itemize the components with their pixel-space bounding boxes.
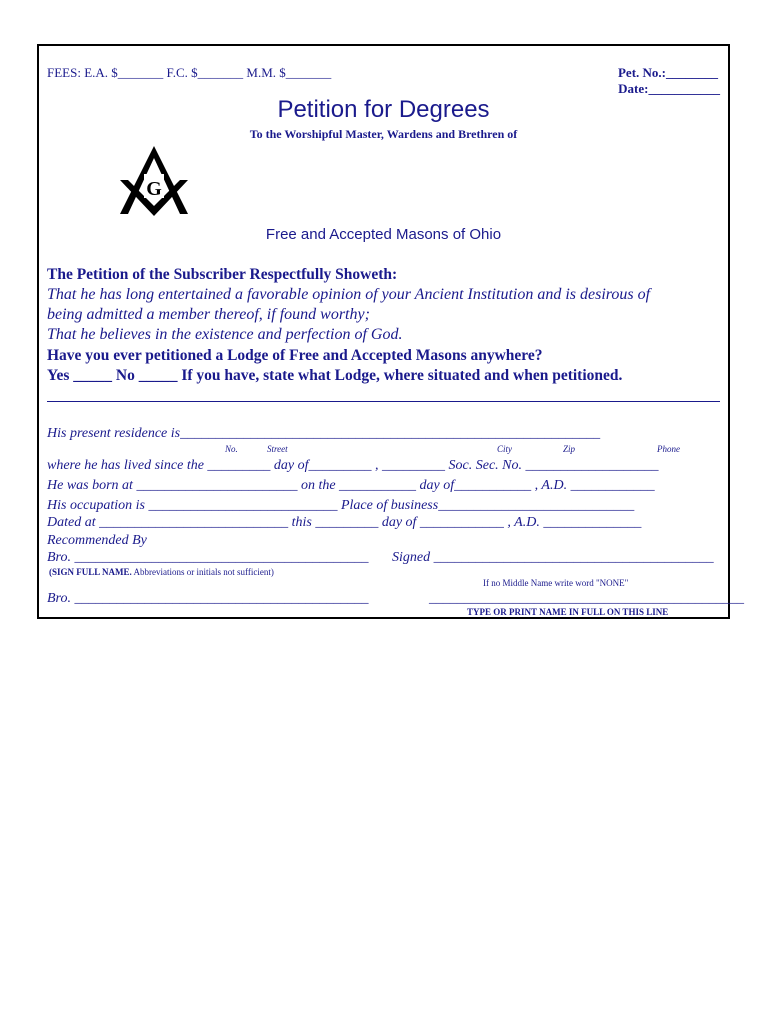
square-and-compasses-icon [117, 144, 191, 220]
residence-sub-phone: Phone [657, 444, 680, 454]
residence-sub-no: No. [225, 444, 238, 454]
no-middle-name-note: If no Middle Name write word "NONE" [483, 578, 629, 588]
petition-text-line-2: being admitted a member thereof, if found worthy; [47, 306, 370, 323]
petition-heading: The Petition of the Subscriber Respectfully Showeth: [47, 266, 398, 283]
residence-sub-zip: Zip [563, 444, 576, 454]
lived-since-field[interactable]: where he has lived since the _________ day of_________ , _________ Soc. Sec. No. ___________________ [47, 458, 659, 473]
residence-field[interactable]: His present residence is____________________________________________________________ [47, 426, 601, 441]
form-title: Petition for Degrees [277, 96, 490, 123]
residence-sub-city: City [497, 444, 512, 454]
signature-field[interactable]: Signed ________________________________________ [392, 550, 714, 565]
emblem-letter: G [146, 178, 162, 200]
petition-form [37, 44, 744, 619]
prior-petition-question: Have you ever petitioned a Lodge of Free and Accepted Masons anywhere? [47, 347, 543, 364]
petition-text-line-1: That he has long entertained a favorable opinion of your Ancient Institution and is desirous of [47, 286, 651, 303]
fees-field[interactable]: FEES: E.A. $_______ F.C. $_______ M.M. $_______ [47, 65, 332, 80]
occupation-field[interactable]: His occupation is ___________________________ Place of business____________________________ [47, 498, 635, 513]
form-subtitle: To the Worshipful Master, Wardens and Brethren of [249, 127, 518, 141]
born-at-field[interactable]: He was born at _______________________ on the ___________ day of___________ , A.D. ____________ [47, 478, 655, 493]
residence-sub-street: Street [267, 444, 288, 454]
prior-petition-details-line[interactable] [47, 401, 720, 402]
dated-at-field[interactable]: Dated at ___________________________ this _________ day of ____________ , A.D. ______________ [47, 515, 642, 530]
petition-number-field[interactable]: Pet. No.:________ [617, 65, 718, 80]
date-field[interactable]: Date:___________ [618, 81, 720, 96]
lodge-name-line[interactable]: Free and Accepted Masons of Ohio [265, 226, 502, 243]
recommending-brother-2-field[interactable]: Bro. __________________________________________ [47, 591, 369, 606]
recommended-by-label: Recommended By [47, 533, 147, 548]
sign-full-name-note: (SIGN FULL NAME. Abbreviations or initials not sufficient) [49, 567, 274, 577]
recommending-brother-1-field[interactable]: Bro. __________________________________________ [47, 550, 369, 565]
printed-name-field[interactable]: _____________________________________________ [429, 591, 744, 606]
type-or-print-note: TYPE OR PRINT NAME IN FULL ON THIS LINE [467, 607, 669, 617]
prior-petition-answer-field[interactable]: Yes _____ No _____ If you have, state what Lodge, where situated and when petitioned. [47, 367, 623, 384]
petition-text-line-3: That he believes in the existence and perfection of God. [47, 326, 403, 343]
